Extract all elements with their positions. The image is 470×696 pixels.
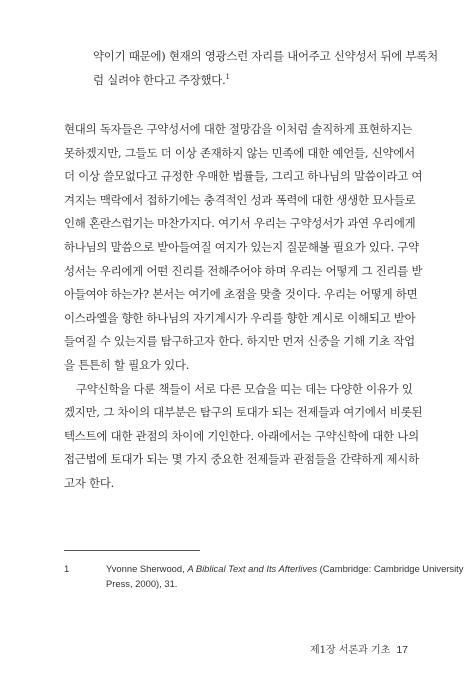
running-footer (310, 641, 408, 656)
footnote-line-1 (106, 561, 464, 576)
paragraph-line: 고자 한다. (64, 475, 115, 490)
quote-line-1: 약이기 때문에) 현재의 영광스런 자리를 내어주고 신약성서 뒤에 부록처 (93, 49, 438, 63)
page-number: 17 (396, 644, 408, 656)
quote-line-2-text: 럼 실려야 한다고 주장했다. (93, 73, 226, 87)
paragraph-line: 구약신학을 다룬 책들이 서로 다른 모습을 띠는 데는 다양한 이유가 있 (76, 381, 413, 396)
paragraph-line: 접근법에 토대가 되는 몇 가지 중요한 전제들과 관점들을 간략하게 제시하 (64, 452, 419, 467)
paragraph-line: 아들여야 하는가? 본서는 여기에 초점을 맞출 것이다. 우리는 어떻게 하면 (64, 287, 418, 302)
paragraph-line: 못하겠지만, 그들도 더 이상 존재하지 않는 민족에 대한 예언들, 신약에서 (64, 145, 415, 160)
paragraph-line: 을 튼튼히 할 필요가 있다. (64, 357, 190, 372)
paragraph-line: 성서는 우리에게 어떤 진리를 전해주어야 하며 우리는 어떻게 그 진리를 받 (64, 263, 423, 278)
paragraph-line: 겨지는 맥락에서 접하기에는 충격적인 성과 폭력에 대한 생생한 묘사들로 (64, 192, 416, 207)
paragraph-line: 하나님의 말씀으로 받아들여질 여지가 있는지 질문해볼 필요가 있다. 구약 (64, 239, 419, 254)
footnote-book-title: A Biblical Text and Its Afterlives (187, 563, 318, 574)
chapter-title: 제1장 서론과 기초 (309, 645, 391, 656)
body-text (64, 118, 423, 496)
footnote-text (106, 561, 464, 591)
footnote-marker[interactable]: 1 (225, 73, 230, 82)
footnote-line-2: Press, 2000), 31. (106, 578, 178, 589)
paragraph-line: 텍스트에 대한 관점의 차이에 기인한다. 아래에서는 구약신학에 대한 나의 (64, 428, 419, 443)
footnote-publication: (Cambridge: Cambridge University (317, 563, 464, 574)
footnote-number: 1 (64, 563, 70, 574)
paragraph-1 (64, 118, 423, 378)
quote-line-2 (93, 68, 418, 92)
paragraph-line: 인해 혼란스럽기는 마찬가지다. 여기서 우리는 구약성서가 과연 우리에게 (64, 216, 416, 231)
paragraph-line: 현대의 독자들은 구약성서에 대한 절망감을 이처럼 솔직하게 표현하지는 (64, 122, 413, 136)
paragraph-line: 겠지만, 그 차이의 대부분은 탐구의 토대가 되는 전제들과 여기에서 비롯된 (64, 405, 423, 420)
footnote-author: Yvonne Sherwood, (106, 563, 188, 574)
paragraph-line: 이스라엘을 향한 하나님의 자기계시가 우리를 향한 계시로 이해되고 받아 (64, 310, 416, 325)
paragraph-line: 들여질 수 있는지를 탐구하고자 한다. 하지만 먼저 신중을 기해 기초 작업 (64, 334, 415, 349)
paragraph-line: 더 이상 쓸모없다고 규정한 우매한 법률들, 그리고 하나님의 말씀이라고 여 (64, 169, 423, 184)
paragraph-2 (64, 378, 423, 496)
footnote-divider (64, 550, 200, 551)
block-quote (93, 44, 438, 92)
